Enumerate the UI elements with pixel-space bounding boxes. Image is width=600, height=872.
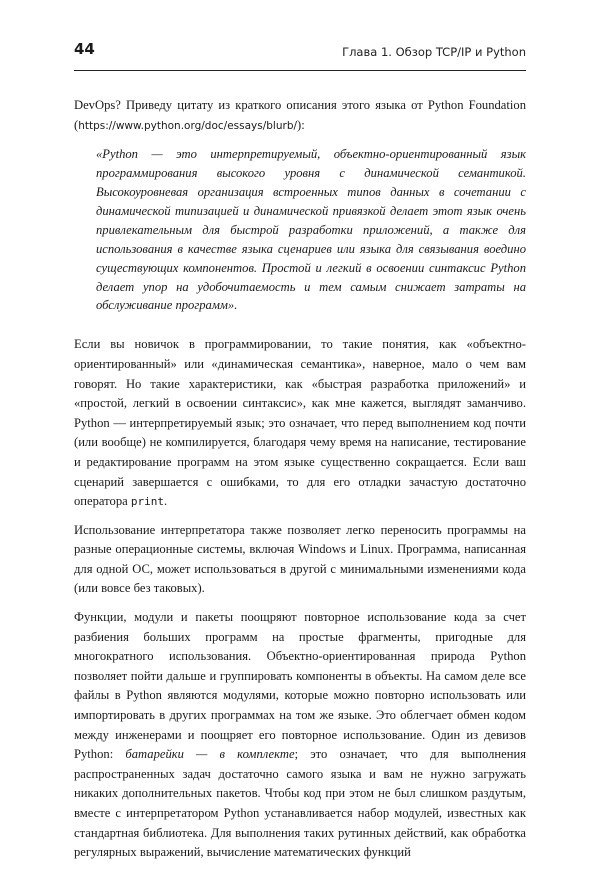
chapter-title: Глава 1. Обзор TCP/IP и Python [342, 45, 526, 59]
intro-text: DevOps? Приведу цитату из краткого описания этого языка от Python Foundation ( [74, 98, 526, 132]
novice-end: . [163, 494, 168, 509]
intro-paragraph [74, 96, 526, 136]
paragraph-novice [74, 335, 526, 511]
python-url: https://www.python.org/doc/essays/blurb/ [78, 119, 298, 132]
novice-text: Если вы новичок в программировании, то такие понятия, как «объектно-ориентированный» или «динамическая семантика», наверное, мало о чем вам говорят. Но такие характеристики, как «быстрая разработка приложений» и «простой, легкий в освоении синтаксис», как мне кажется, выглядят заманчиво. Python — интерпретируемый язык; это означает, что перед выполнением код почти (или вообще) не компилируется, благодаря чему время на написание, тестирование и редактирование программ на этом языке существенно сокращается. Если ваш сценарий завершается с ошибками, то для его отладки зачастую достаточно оператора [74, 337, 526, 509]
main-text [74, 96, 526, 872]
page-number: 44 [74, 40, 95, 58]
paragraph-modules [74, 608, 526, 863]
modules-end: ; это означает, что для выполнения распространенных задач достаточно самого языка и вам не нужно загружать никаких дополнительных пакетов. Чтобы код при этом не был слишком раздутым, вместе с интерпретатором Python устанавливается набор модулей, известных как стандартная библиотека. Для выполнения таких рутинных действий, как обработка регулярных выражений, вычисление математических функций [74, 747, 527, 860]
modules-text: Функции, модули и пакеты поощряют повторное использование кода за счет разбиения больших программ на простые фрагменты, пригодные для многократного использования. Объектно-ориентированная природа Python позволяет пойти дальше и группировать компоненты в объекты. На самом деле все файлы в Python являются модулями, которые можно повторно использовать или импортировать в других программах на том же языке. Это облегчает обмен кодом между инженерами и поощряет его повторное использование. Один из девизов Python: [74, 610, 526, 762]
python-quote: «Python — это интерпретируемый, объектно-ориентированный язык программирования высокого уровня с динамической семантикой. Высокоуровневая организация встроенных типов данных в сочетании с динамической типизацией и динамической привязкой делает этот язык очень привлекательным для быстрой разработки приложений, а также для использования в качестве языка сценариев или языка для связывания воедино существующих компонентов. Простой и легкий в освоении синтаксис Python делает упор на удобочитаемость и тем самым снижает затраты на обслуживание программ». [96, 147, 526, 313]
print-code: print [130, 495, 164, 509]
paragraph-interpreter: Использование интерпретатора также позволяет легко переносить программы на разные операционные системы, включая Windows и Linux. Программа, написанная для одной ОС, может использоваться в другой с минимальными изменениями кода (или вовсе без таковых). [74, 522, 526, 596]
batteries-phrase: батарейки — в комплекте [125, 747, 295, 762]
header-divider [74, 70, 526, 71]
intro-end: ): [297, 117, 305, 132]
